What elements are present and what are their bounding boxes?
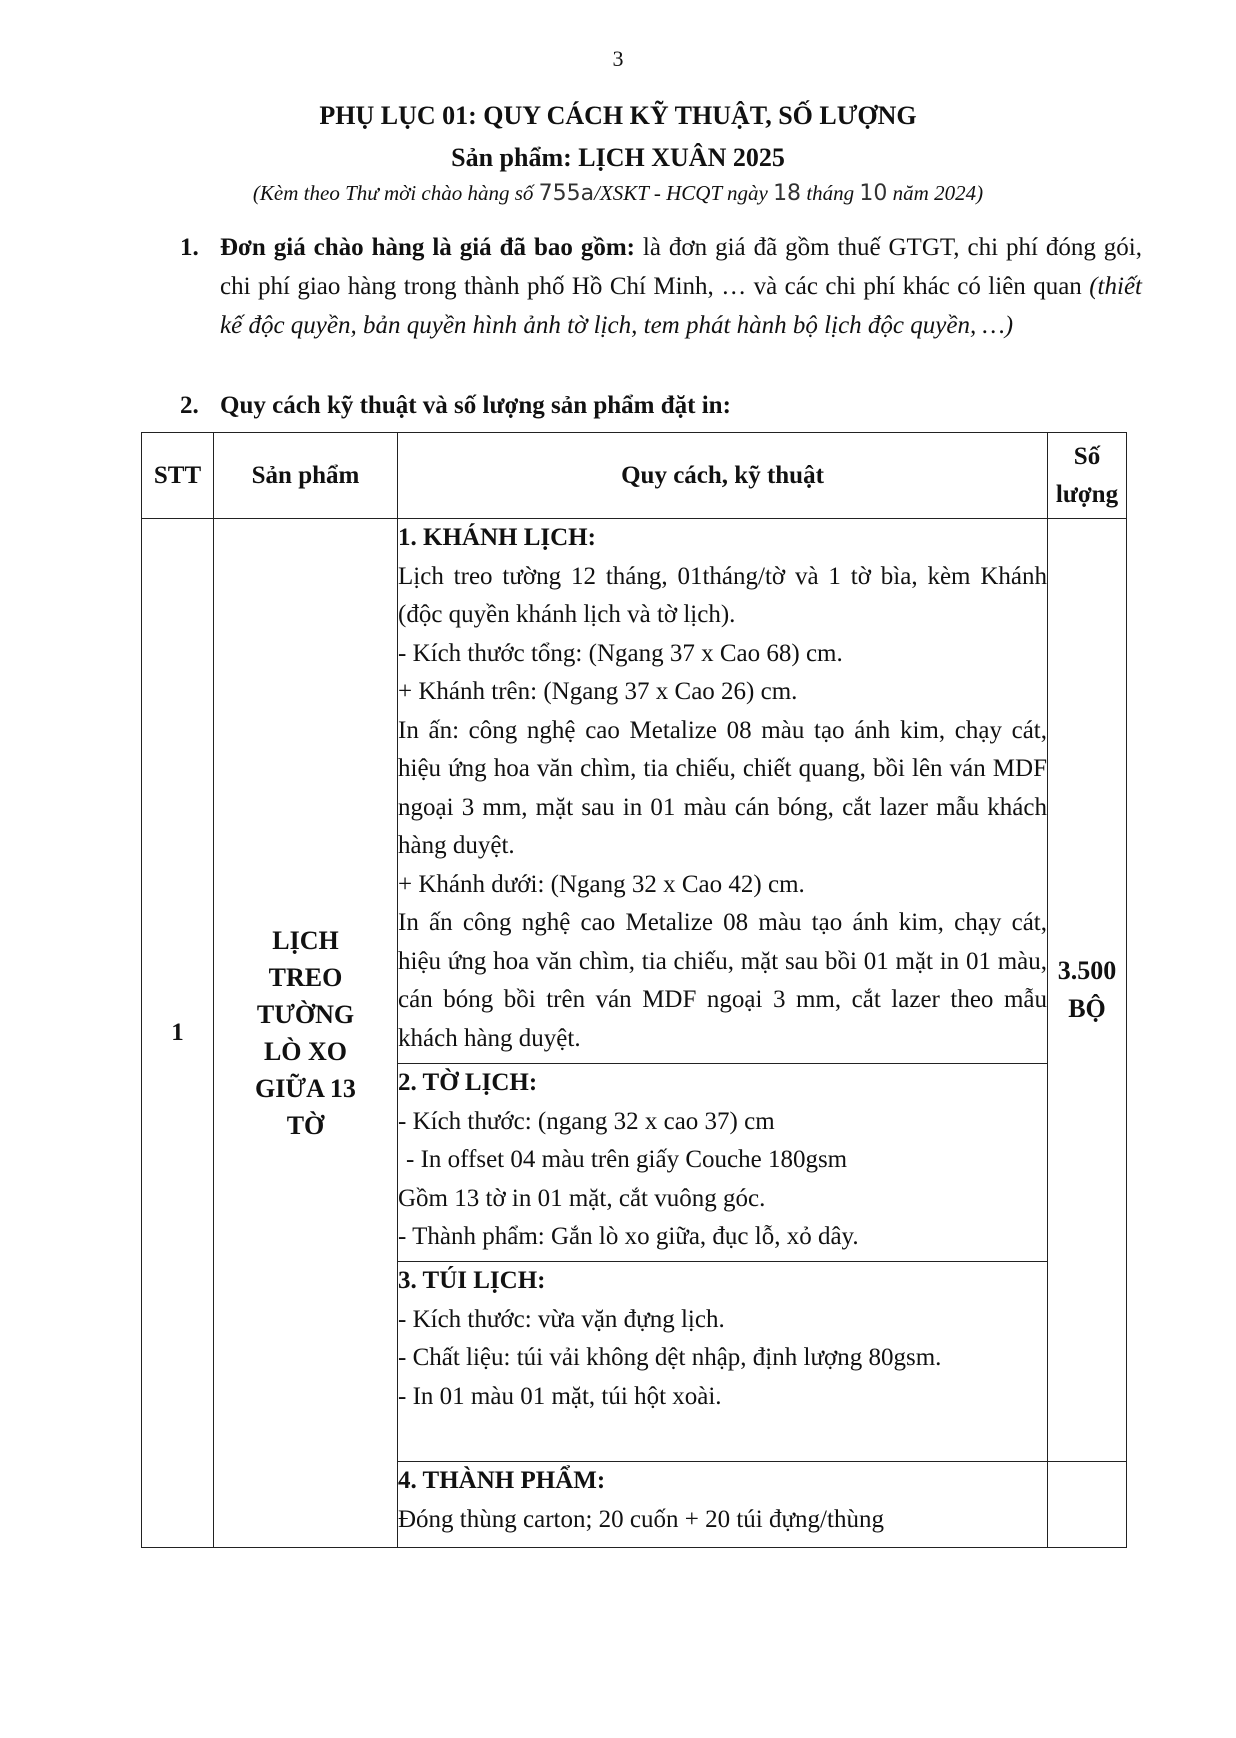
product-line: GIỮA 13 [255, 1074, 356, 1103]
clause-2-number: 2. [180, 392, 199, 419]
quantity-unit: BỘ [1068, 994, 1106, 1023]
spec-line: - Thành phẩm: Gắn lò xo giữa, đục lỗ, xỏ dây. [398, 1223, 859, 1250]
spec-section-tui-lich [398, 1262, 1048, 1462]
spec-section-khanh-lich [398, 519, 1048, 1064]
clause-2-text: Quy cách kỹ thuật và số lượng sản phẩm đặt in: [220, 392, 731, 419]
quantity-value: 3.500 [1057, 956, 1117, 985]
spec-line: + Khánh trên: (Ngang 37 x Cao 26) cm. [398, 678, 798, 705]
section-title: 4. THÀNH PHẨM: [398, 1467, 606, 1494]
product-line: LÒ XO [263, 1037, 348, 1066]
product-line: TỜ [286, 1111, 325, 1140]
spec-line: - Kích thước: vừa vặn đựng lịch. [398, 1305, 725, 1333]
attachment-note [0, 178, 1236, 209]
section-title: 1. KHÁNH LỊCH: [398, 524, 596, 551]
clause-1-number: 1. [180, 234, 199, 261]
product-line: TƯỜNG [256, 1000, 355, 1029]
section-title: 2. TỜ LỊCH: [398, 1069, 538, 1096]
header-qty [1048, 433, 1127, 519]
handwritten-day: 18 [773, 181, 802, 206]
product-line: LỊCH [272, 926, 339, 955]
spec-line: + Khánh dưới: (Ngang 32 x Cao 42) cm. [398, 870, 805, 898]
spec-line: In ấn: công nghệ cao Metalize 08 màu tạo ánh kim, chạy cát, hiệu ứng hoa văn chìm, tia chiếu, chiết quang, bồi lên ván MDF ngoại 3 mm, mặt sau in 01 màu cán bóng, cắt lazer mẫu khách hàng duyệt. [398, 716, 1047, 859]
spec-line: - Kích thước: (ngang 32 x cao 37) cm [398, 1107, 775, 1135]
header-stt: STT [142, 433, 214, 519]
spec-section-thanh-pham [398, 1462, 1048, 1548]
clause-1-lead: Đơn giá chào hàng là giá đã bao gồm: [220, 234, 635, 261]
document-subtitle: Sản phẩm: LỊCH XUÂN 2025 [451, 143, 785, 172]
row-stt: 1 [142, 519, 214, 1548]
clause-1-text: là đơn giá đã gồm thuế GTGT, chi phí đóng gói, chi phí giao hàng trong thành phố Hồ Chí Minh, … và các chi phí khác có liên quan [220, 234, 1143, 300]
header-qty-line2: lượng [1055, 480, 1119, 508]
spec-line: Đóng thùng carton; 20 cuốn + 20 túi đựng/thùng [398, 1505, 884, 1533]
header-spec: Quy cách, kỹ thuật [398, 433, 1048, 519]
attach-prefix: (Kèm theo Thư mời chào hàng số [252, 181, 539, 205]
spec-line: - In 01 màu 01 mặt, túi hột xoài. [398, 1382, 722, 1410]
section-title: 3. TÚI LỊCH: [398, 1267, 546, 1294]
clause-2 [180, 388, 1142, 424]
spec-table [141, 432, 1127, 1548]
header-product: Sản phẩm [214, 433, 398, 519]
table-header-row [142, 433, 1127, 519]
attach-mid: /XSKT - HCQT ngày [594, 181, 774, 205]
spec-line: Gồm 13 tờ in 01 mặt, cắt vuông góc. [398, 1184, 766, 1212]
spec-section-to-lich [398, 1064, 1048, 1262]
handwritten-month: 10 [859, 181, 888, 206]
spec-line: - In offset 04 màu trên giấy Couche 180gsm [406, 1146, 848, 1173]
handwritten-doc-number: 755a [538, 181, 595, 206]
attach-suffix: năm 2024) [887, 181, 984, 205]
spec-line: - Chất liệu: túi vải không dệt nhập, định lượng 80gsm. [398, 1344, 942, 1371]
page-number: 3 [612, 46, 624, 71]
attach-month-label: tháng [801, 181, 860, 205]
clause-1 [180, 228, 1142, 345]
empty-qty-cell [1048, 1462, 1127, 1548]
product-line: TREO [268, 963, 343, 992]
table-row [142, 519, 1127, 1064]
spec-line: In ấn công nghệ cao Metalize 08 màu tạo ánh kim, chạy cát, hiệu ứng hoa văn chìm, tia chiếu, mặt sau bồi 01 mặt in 01 màu, cán bóng bồi trên ván MDF ngoại 3 mm, cắt lazer theo mẫu khách hàng duyệt. [398, 909, 1047, 1052]
row-quantity [1048, 519, 1127, 1462]
spec-line: - Kích thước tổng: (Ngang 37 x Cao 68) cm. [398, 639, 843, 667]
document-title: PHỤ LỤC 01: QUY CÁCH KỸ THUẬT, SỐ LƯỢNG [319, 101, 917, 130]
clause-1-italic: (thiết kế độc quyền, bản quyền hình ảnh tờ lịch, tem phát hành bộ lịch độc quyền, …) [220, 273, 1142, 339]
spec-line: Lịch treo tường 12 tháng, 01tháng/tờ và 1 tờ bìa, kèm Khánh (độc quyền khánh lịch và tờ lịch). [398, 562, 1047, 628]
header-qty-line1: Số [1073, 442, 1101, 470]
row-product [214, 519, 398, 1548]
